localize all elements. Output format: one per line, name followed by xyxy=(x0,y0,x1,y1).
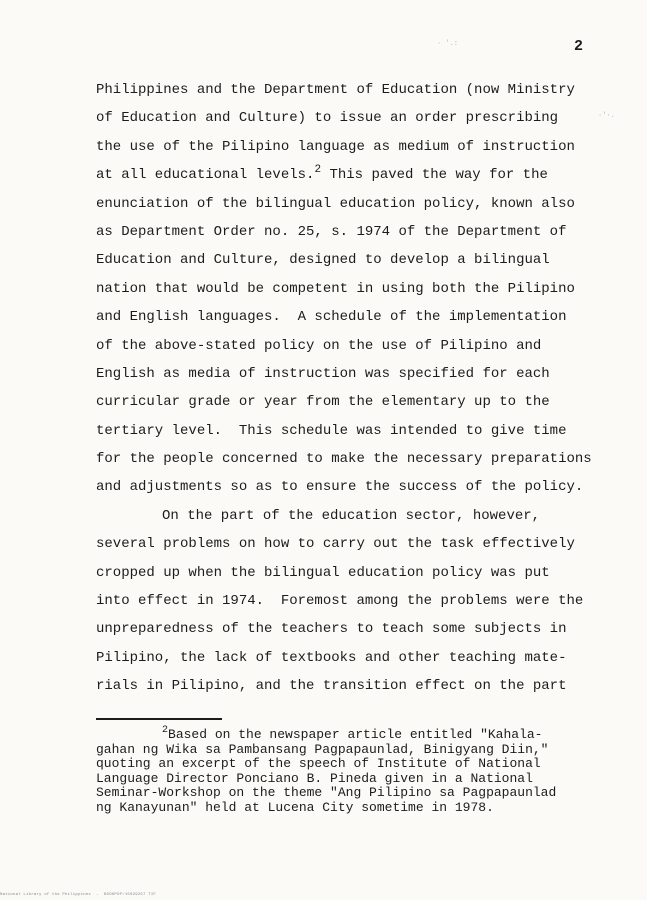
text-line: several problems on how to carry out the task effectively xyxy=(96,536,575,553)
text-line: and adjustments so as to ensure the success of the policy. xyxy=(96,479,584,496)
text-line: the use of the Pilipino language as medium of instruction xyxy=(96,138,575,155)
text-line: cropped up when the bilingual education policy was put xyxy=(96,564,550,581)
footnote-line: ng Kanayunan" held at Lucena City sometime in 1978. xyxy=(96,799,494,815)
text-line: curricular grade or year from the elementary up to the xyxy=(96,394,550,411)
scan-speck: ·'·. xyxy=(598,112,615,120)
footnote-line: Seminar-Workshop on the theme "Ang Pilipino sa Pagpapaunlad xyxy=(96,785,557,800)
text-line: On the part of the education sector, however, xyxy=(162,507,541,524)
footnote-line: Language Director Ponciano B. Pineda given in a National xyxy=(96,770,533,786)
text-line: enunciation of the bilingual education policy, known also xyxy=(96,195,575,212)
footnote xyxy=(96,725,557,815)
footnote-divider xyxy=(96,718,222,720)
page-number: 2 xyxy=(574,38,584,55)
text-line: for the people concerned to make the necessary preparations xyxy=(96,451,592,468)
body-text xyxy=(96,76,592,701)
text-span: This paved the way for the xyxy=(321,167,548,184)
text-line: unpreparedness of the teachers to teach some subjects in xyxy=(96,621,567,638)
footnote-line: gahan ng Wika sa Pambansang Pagpapaunlad, Binigyang Diin," xyxy=(96,741,549,757)
footnote-line: quoting an excerpt of the speech of Institute of National xyxy=(96,756,541,771)
scan-speck: · '.: xyxy=(437,40,459,48)
text-line: Education and Culture, designed to develop a bilingual xyxy=(96,252,550,269)
text-line: as Department Order no. 25, s. 1974 of the Department of xyxy=(96,223,567,240)
footnote-marker: 2 xyxy=(162,725,169,736)
text-line: tertiary level. This schedule was intended to give time xyxy=(96,422,567,439)
text-line: English as media of instruction was specified for each xyxy=(96,365,550,382)
text-line-with-footnote-ref xyxy=(96,161,592,189)
text-line: into effect in 1974. Foremost among the problems were the xyxy=(96,593,584,610)
text-span: at all educational levels. xyxy=(96,167,315,184)
text-line: and English languages. A schedule of the implementation xyxy=(96,309,567,326)
text-line: of the above-stated policy on the use of Pilipino and xyxy=(96,337,542,354)
text-line: rials in Pilipino, and the transition effect on the part xyxy=(96,678,567,695)
footnote-text: Based on the newspaper article entitled "Kahala- xyxy=(168,727,543,742)
scan-footer: National Library of the Philippines - BOOKPOP/15029257 TIF xyxy=(0,893,157,897)
text-line: of Education and Culture) to issue an order prescribing xyxy=(96,110,559,127)
footnote-reference[interactable]: 2 xyxy=(314,164,322,177)
text-line: Pilipino, the lack of textbooks and other teaching mate- xyxy=(96,649,567,666)
text-line: Philippines and the Department of Education (now Ministry xyxy=(96,82,575,98)
footnote-line xyxy=(96,725,556,743)
text-line: nation that would be competent in using both the Pilipino xyxy=(96,280,575,297)
